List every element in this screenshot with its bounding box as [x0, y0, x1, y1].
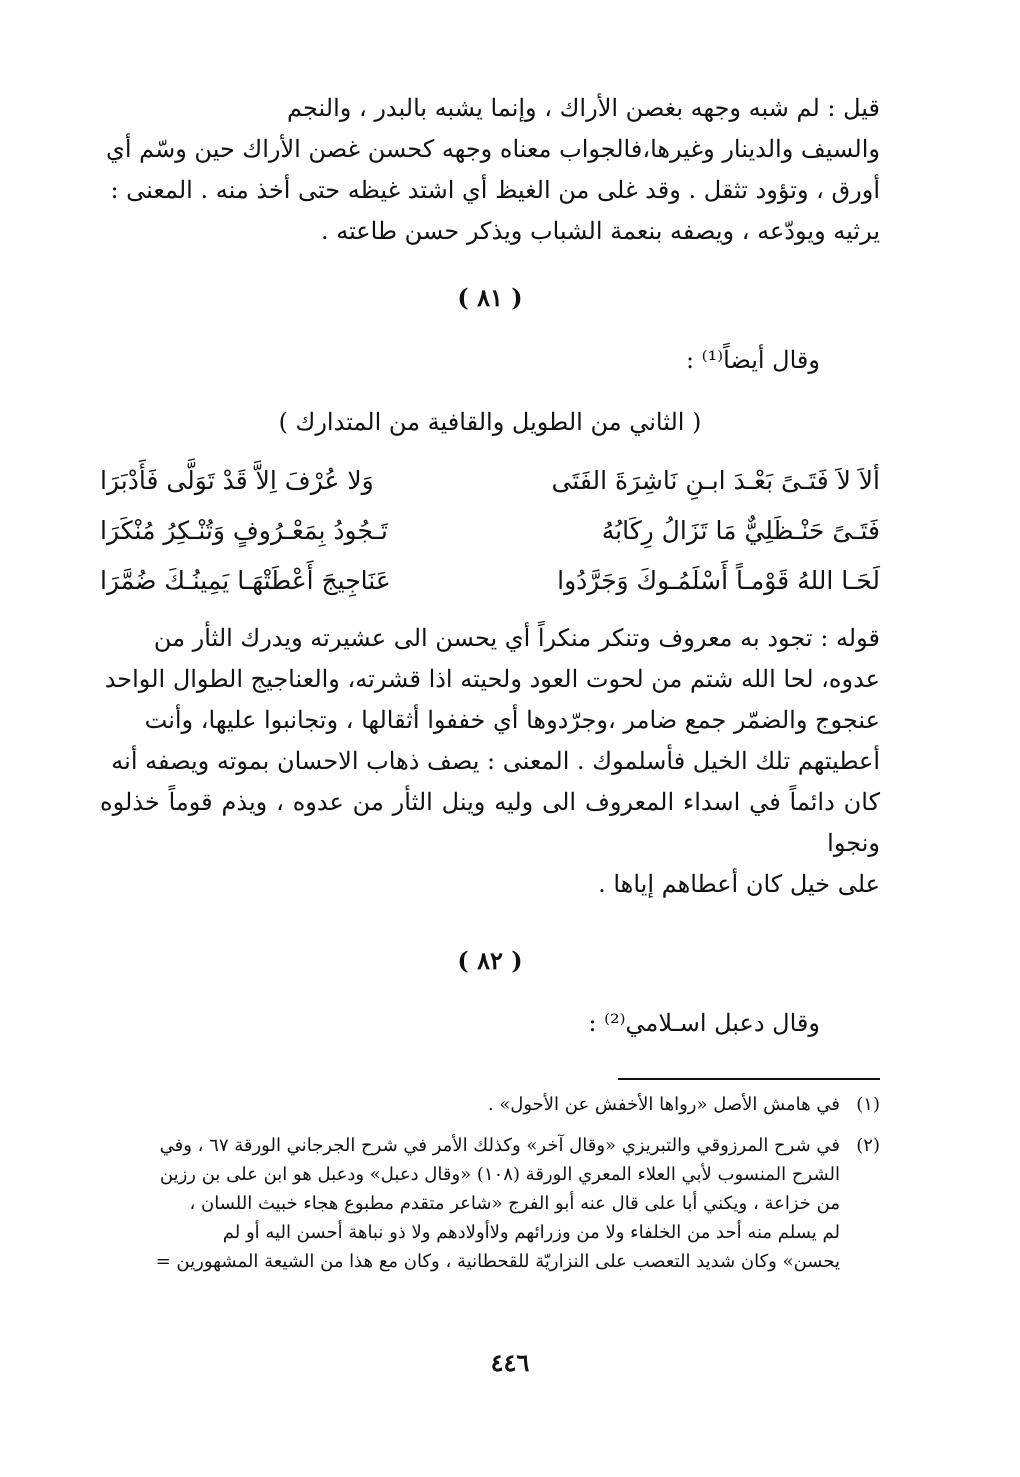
commentary-line: قوله : تجود به معروف وتنكر منكراً أي يحسن الى عشيرته ويدرك الثأر من — [153, 624, 880, 652]
footnote-divider — [618, 1078, 880, 1080]
footnote-1 — [100, 1090, 880, 1119]
footnote-2 — [100, 1131, 880, 1276]
commentary-line: عدوه، لحا الله شتم من لحوت العود ولحيته اذا قشرته، والعناجيج الطوال الواحد — [104, 665, 880, 693]
footnote-text — [100, 1131, 840, 1276]
paragraph-line: أورق ، وتؤود تثقل . وقد غلى من الغيظ أي اشتد غيظه حتى أخذ منه . المعنى : — [110, 176, 880, 204]
verse-first-hemistich: ألاَ لاَ فَتَـىً بَعْـدَ ابـنِ نَاشِرَةَ الفَتَى — [551, 466, 880, 495]
commentary-line: على خيل كان أعطاهم إياها . — [598, 870, 880, 898]
page-number: ٤٤٦ — [490, 1348, 530, 1377]
commentary-line: عنجوج والضمّر جمع ضامر ،وجرّدوها أي خففوا أثقالها ، وتجانبوا عليها، وأنت — [144, 706, 880, 734]
verse-second-hemistich: تَـجُودُ بِمَعْـرُوفٍ وَتُنْـكِرُ مُنْكَرَا — [100, 516, 388, 545]
top-paragraph — [100, 88, 880, 252]
paragraph-line: يرثيه ويودّعه ، ويصفه بنعمة الشباب ويذكر حسن طاعته . — [320, 217, 880, 245]
page-body — [100, 88, 880, 1043]
poem-intro-81: وقال أيضاً⁽¹⁾ : — [685, 346, 820, 374]
poem-number-82: ( ٨٢ ) — [457, 946, 523, 975]
footnote-line: يحسن» وكان شديد التعصب على النزاريّة للقحطانية ، وكان مع هذا من الشيعة المشهورين = — [155, 1251, 840, 1272]
footnote-line: الشرح المنسوب لأبي العلاء المعري الورقة (١٠٨) «وقال دعبل» ودعبل هو ابن على بن رزين — [159, 1164, 840, 1185]
verse-second-hemistich: عَنَاجِيجَ أَعْطَتْهَـا يَمِينُـكَ ضُمَّرَا — [100, 566, 391, 595]
footnote-text — [100, 1090, 840, 1119]
paragraph-line: قيل : لم شبه وجهه بغصن الأراك ، وإنما يشبه بالبدر ، والنجم — [287, 94, 880, 122]
paragraph-line: والسيف والدينار وغيرها،فالجواب معناه وجهه كحسن غصن الأراك حين وسّم أي — [106, 135, 880, 163]
footnote-line: لم يسلم منه أحد من الخلفاء ولا من وزرائهم ولاأولادهم ولا ذو نباهة أحسن اليه أو لم — [222, 1222, 840, 1243]
footnote-number: (٢) — [856, 1135, 880, 1156]
poem-verses-81 — [100, 456, 880, 606]
poem-meter-81: ( الثاني من الطويل والقافية من المتدارك ) — [278, 408, 702, 436]
commentary-line: كان دائماً في اسداء المعروف الى وليه وينل الثأر من عدوه ، ويذم قوماً خذلوه ونجوا — [100, 788, 880, 857]
footnote-line: في هامش الأصل «رواها الأخفش عن الأحول» . — [487, 1094, 840, 1115]
verse-row — [100, 556, 880, 606]
footnotes — [100, 1090, 880, 1276]
footnote-number: (١) — [856, 1094, 880, 1115]
footnote-line: في شرح المرزوقي والتبريزي «وقال آخر» وكذلك الأمر في شرح الجرجاني الورقة ٦٧ ، وفي — [159, 1135, 840, 1156]
verse-first-hemistich: لَحَـا اللهُ قَوْمـاً أَسْلَمُـوكَ وَجَرَّدُوا — [557, 566, 880, 595]
verse-row — [100, 506, 880, 556]
poem-intro-82: وقال دعبل اسـلامي⁽²⁾ : — [588, 1009, 820, 1037]
commentary-line: أعطيتهم تلك الخيل فأسلموك . المعنى : يصف ذهاب الاحسان بموته ويصفه أنه — [111, 747, 880, 775]
commentary-81 — [100, 618, 880, 905]
verse-first-hemistich: فَتَـىً حَنْـظَلِيٌّ مَا تَزَالُ رِكَابُهُ — [601, 516, 880, 545]
verse-second-hemistich: وَلا عُرْفَ اِلاَّ قَدْ تَوَلَّى فَأَدْبَرَا — [100, 466, 374, 495]
verse-row — [100, 456, 880, 506]
poem-number-81: ( ٨١ ) — [457, 283, 523, 312]
footnote-line: من خزاعة ، ويكني أبا على قال عنه أبو الفرج «شاعر متقدم مطبوع هجاء خبيث اللسان ، — [189, 1193, 840, 1214]
